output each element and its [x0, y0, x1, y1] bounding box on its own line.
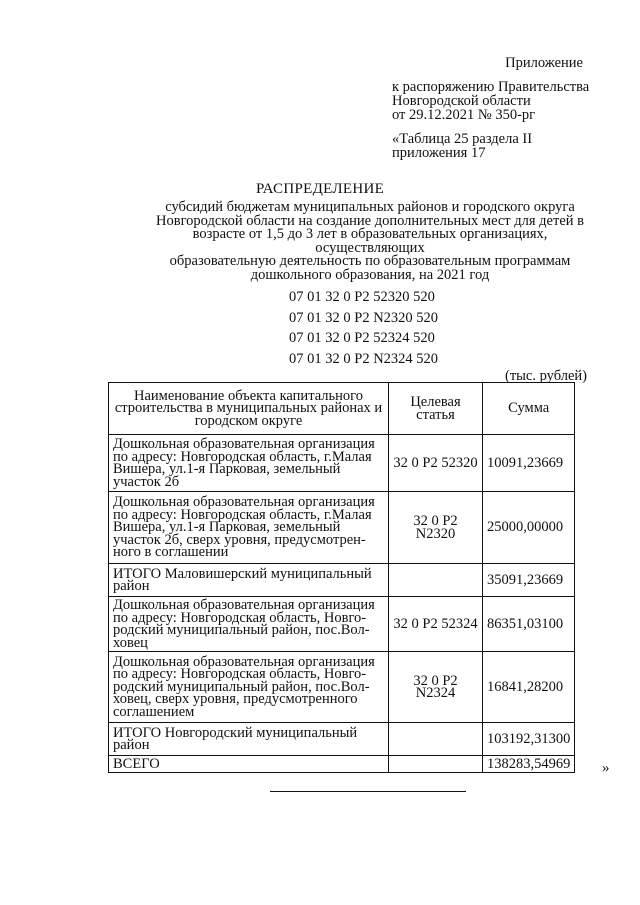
subtitle-line: возрасте от 1,5 до 3 лет в образовательных организациях, осуществляющих: [192, 226, 548, 256]
unit-label: (тыс. рублей): [505, 368, 587, 384]
table-row: [109, 723, 575, 756]
cell-name: ИТОГО Новгородский муниципальный район: [109, 723, 389, 756]
cell-name: Дошкольная образовательная организация по адресу: Новгородская область, Новго-родский муниципальный район, пос.Вол-ховец, сверх уровня, предусмотренного соглашением: [109, 652, 389, 723]
appendix-reference: приложения 17: [392, 145, 486, 161]
document-subtitle: [140, 201, 600, 282]
document-title: РАСПРЕДЕЛЕНИЕ: [255, 181, 385, 197]
budget-code: 07 01 32 0 P2 N2320 520: [289, 309, 439, 326]
header-name: Наименование объекта капитального строительства в муниципальных районах и городском округе: [109, 383, 389, 435]
subtitle-line: субсидий бюджетам муниципальных районов и городского округа: [165, 199, 575, 215]
closing-quote: »: [602, 760, 610, 776]
subtitle-line: Новгородской области на создание дополнительных мест для детей в: [156, 212, 584, 229]
appendix-label: Приложение: [505, 55, 583, 71]
table-row: [109, 435, 575, 492]
table-row: [109, 597, 575, 652]
cell-article: 32 0 P2 N2324: [389, 652, 483, 723]
cell-sum: 103192,31300: [483, 723, 575, 756]
budget-code: 07 01 32 0 P2 N2324 520: [289, 350, 439, 367]
header-sum: Сумма: [483, 383, 575, 435]
order-reference: к распоряжению Правительства: [392, 79, 590, 95]
header-article: Целевая статья: [389, 383, 483, 435]
table-header-row: [109, 383, 575, 435]
cell-name: ИТОГО Маловишерский муниципальный район: [109, 564, 389, 597]
budget-codes: [289, 287, 438, 369]
table-row: [109, 756, 575, 773]
table-reference: «Таблица 25 раздела II: [392, 131, 533, 147]
table-row: [109, 564, 575, 597]
cell-sum: 86351,03100: [483, 597, 575, 652]
cell-sum: 10091,23669: [483, 435, 575, 492]
cell-article: 32 0 P2 52324: [389, 597, 483, 652]
cell-article: [389, 723, 483, 756]
subtitle-line: образовательную деятельность по образовательным программам: [169, 253, 571, 269]
budget-code: 07 01 32 0 P2 52324 520: [289, 330, 435, 346]
cell-name: Дошкольная образовательная организация по адресу: Новгородская область, г.Малая Вишера, ул.1-я Парковая, земельный участок 2б: [109, 435, 389, 492]
order-date-number: от 29.12.2021 № 350-рг: [392, 107, 536, 123]
cell-name: Дошкольная образовательная организация по адресу: Новгородская область, Новго-родский муниципальный район, пос.Вол-ховец: [109, 597, 389, 652]
cell-name: ВСЕГО: [109, 756, 389, 773]
cell-name: Дошкольная образовательная организация по адресу: Новгородская область, г.Малая Вишера, ул.1-я Парковая, земельный участок 2б, сверх уровня, предусмотрен-ного в соглашении: [109, 492, 389, 564]
appendix-header: [392, 56, 627, 160]
order-region: Новгородской области: [392, 93, 531, 109]
cell-sum: 138283,54969: [483, 756, 575, 773]
cell-article: [389, 564, 483, 597]
cell-sum: 35091,23669: [483, 564, 575, 597]
subtitle-line: дошкольного образования, на 2021 год: [250, 266, 490, 283]
table-row: [109, 492, 575, 564]
budget-code: 07 01 32 0 P2 52320 520: [289, 289, 435, 305]
cell-sum: 25000,00000: [483, 492, 575, 564]
bottom-rule: [270, 791, 466, 792]
cell-article: 32 0 P2 N2320: [389, 492, 483, 564]
table-row: [109, 652, 575, 723]
distribution-table: [108, 382, 575, 773]
cell-article: 32 0 P2 52320: [389, 435, 483, 492]
cell-article: [389, 756, 483, 773]
cell-sum: 16841,28200: [483, 652, 575, 723]
